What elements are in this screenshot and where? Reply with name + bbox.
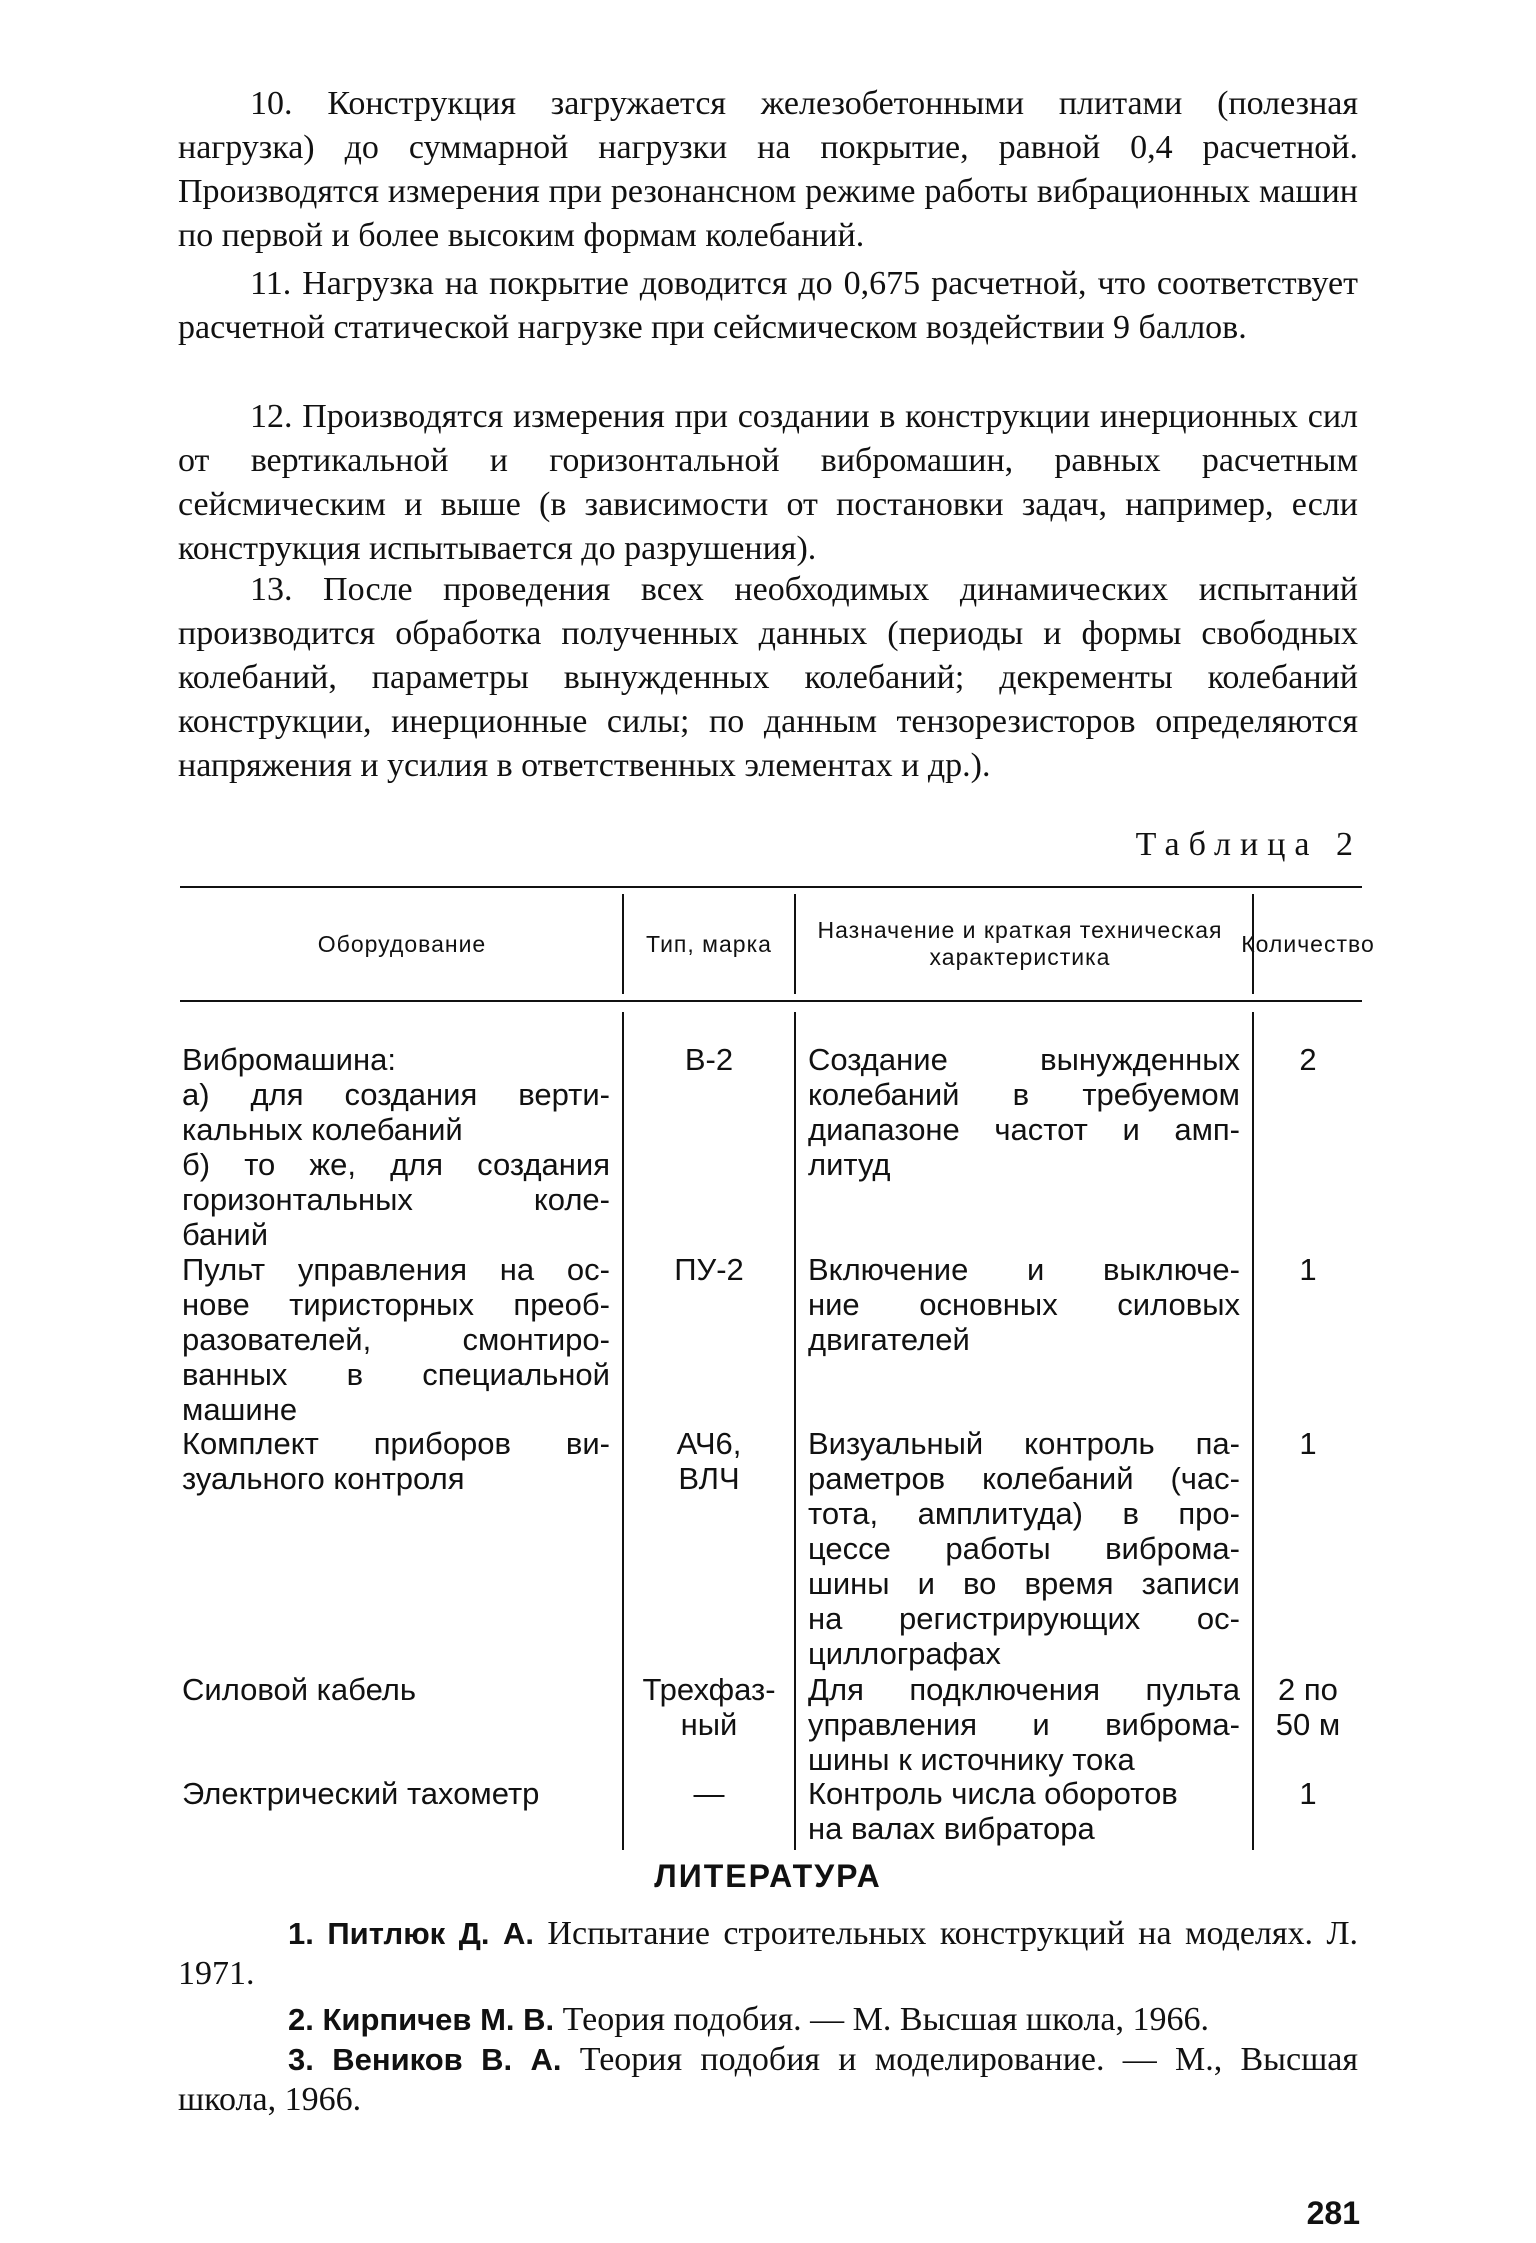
cell-line: управления и виброма- [808,1707,1240,1742]
paragraph-10: 10. Конструкция загружается железобетонными плитами (полезная нагрузка) до суммарной нагрузки на покрытие, равной 0,4 расчетной. Производятся измерения при резонансном режиме работы вибрационных машин по первой и более высоким формам колебаний. [178,85,1358,254]
cell-line: разователей, смонтиро- [182,1322,610,1357]
column-divider [622,1012,624,1850]
cell-line: шины и во время записи [808,1566,1240,1601]
table-cell-type [626,1426,792,1496]
cell-line: нове тиристорных преоб- [182,1287,610,1322]
cell-line: Электрический тахометр [182,1776,540,1811]
table-cell-purpose [808,1776,1240,1846]
cell-line: на валах вибратора [808,1811,1095,1846]
cell-line: Включение и выключе- [808,1252,1240,1287]
table-cell-type [626,1042,792,1077]
table-cell-quantity [1254,1776,1362,1811]
header-purpose: Назначение и краткая техническая характеристика [817,917,1223,970]
table-cell-equipment [182,1042,610,1252]
table-cell-type [626,1252,792,1287]
cell-line: Вибромашина: [182,1042,396,1077]
header-type: Тип, марка [646,930,772,957]
cell-line: тота, амплитуда) в про- [808,1496,1240,1531]
paragraph-13: 13. После проведения всех необходимых динамических испытаний производится обработка полученных данных (периоды и формы свободных колебаний, параметры вынужденных колебаний; декременты колебаний конструкции, инерционные силы; по данным тензорезисторов определяются напряжения и усилия в ответственных элементах и др.). [178,571,1358,784]
table-cell-quantity [1254,1426,1362,1461]
cell-line: В-2 [684,1042,734,1077]
cell-line: 2 по [1278,1672,1338,1707]
cell-line: Визуальный контроль па- [808,1426,1240,1461]
table-cell-equipment [182,1672,610,1707]
table-caption: Таблица 2 [1135,826,1362,863]
cell-line: 1 [1299,1776,1317,1811]
reference-text: Теория подобия. — М. Высшая школа, 1966. [562,2001,1210,2038]
cell-line: горизонтальных коле- [182,1182,610,1217]
literature-title: ЛИТЕРАТУРА [654,1858,882,1894]
cell-line: ванных в специальной [182,1357,610,1392]
cell-line: ВЛЧ [678,1461,740,1496]
table-cell-equipment [182,1252,610,1427]
cell-line: зуального контроля [182,1461,465,1496]
cell-line: раметров колебаний (час- [808,1461,1240,1496]
reference-item [178,1914,1358,1994]
reference-text: Теория подобия и моделирование. — М., Высшая школа, 1966. [178,2041,1359,2118]
cell-line: АЧ6, [676,1426,742,1461]
paragraph-12: 12. Производятся измерения при создании в конструкции инерционных сил от вертикальной и горизонтальной вибромашин, равных расчетным сейсмическим и выше (в зависимости от постановки задач, например, если конструкция испытывается до разрушения). [178,398,1358,567]
cell-line: циллографах [808,1636,1001,1671]
cell-line: Комплект приборов ви- [182,1426,610,1461]
cell-line: 1 [1299,1252,1317,1287]
cell-line: литуд [808,1147,891,1182]
cell-line: Контроль числа оборотов [808,1776,1178,1811]
cell-line: 2 [1299,1042,1317,1077]
table-cell-purpose [808,1252,1240,1357]
table-cell-purpose [808,1672,1240,1777]
cell-line: 50 м [1275,1707,1341,1742]
cell-line: цессе работы виброма- [808,1531,1240,1566]
cell-line: Для подключения пульта [808,1672,1240,1707]
reference-author: 1. Питлюк Д. А. [288,1916,534,1951]
cell-line: б) то же, для создания [182,1147,610,1182]
cell-line: — [693,1776,725,1811]
table-header-rule [180,1000,1362,1002]
cell-line: 1 [1299,1426,1317,1461]
table-cell-quantity [1254,1042,1362,1077]
cell-line: ние основных силовых [808,1287,1240,1322]
header-quantity: Количество [1241,930,1375,957]
reference-text: Испытание строительных конструкций на моделях. Л. 1971. [178,1915,1359,1992]
cell-line: машине [182,1392,298,1427]
cell-line: баний [182,1217,269,1252]
table-cell-type [626,1776,792,1811]
cell-line: Трехфаз- [642,1672,776,1707]
cell-line: ПУ-2 [674,1252,744,1287]
reference-author: 3. Веников В. А. [288,2042,562,2077]
cell-line: диапазоне частот и амп- [808,1112,1240,1147]
header-equipment: Оборудование [317,930,487,957]
table-cell-quantity [1254,1252,1362,1287]
paragraph-11: 11. Нагрузка на покрытие доводится до 0,675 расчетной, что соответствует расчетной статической нагрузке при сейсмическом воздействии 9 баллов. [178,265,1358,346]
table-cell-equipment [182,1426,610,1496]
cell-line: Силовой кабель [182,1672,417,1707]
cell-line: шины к источнику тока [808,1742,1135,1777]
cell-line: Пульт управления на ос- [182,1252,610,1287]
page-number: 281 [1306,2195,1360,2231]
cell-line: а) для создания верти- [182,1077,610,1112]
table-top-rule [180,886,1362,888]
cell-line: колебаний в требуемом [808,1077,1240,1112]
table-cell-type [626,1672,792,1742]
reference-author: 2. Кирпичев М. В. [288,2002,555,2037]
table-cell-purpose [808,1426,1240,1671]
cell-line: на регистрирующих ос- [808,1601,1240,1636]
reference-item [178,2040,1358,2120]
cell-line: ный [680,1707,738,1742]
cell-line: Создание вынужденных [808,1042,1240,1077]
table-cell-equipment [182,1776,610,1811]
column-divider [794,1012,796,1850]
cell-line: двигателей [808,1322,970,1357]
table-cell-purpose [808,1042,1240,1182]
cell-line: кальных колебаний [182,1112,463,1147]
reference-item [178,2000,1358,2040]
table-cell-quantity [1254,1672,1362,1742]
